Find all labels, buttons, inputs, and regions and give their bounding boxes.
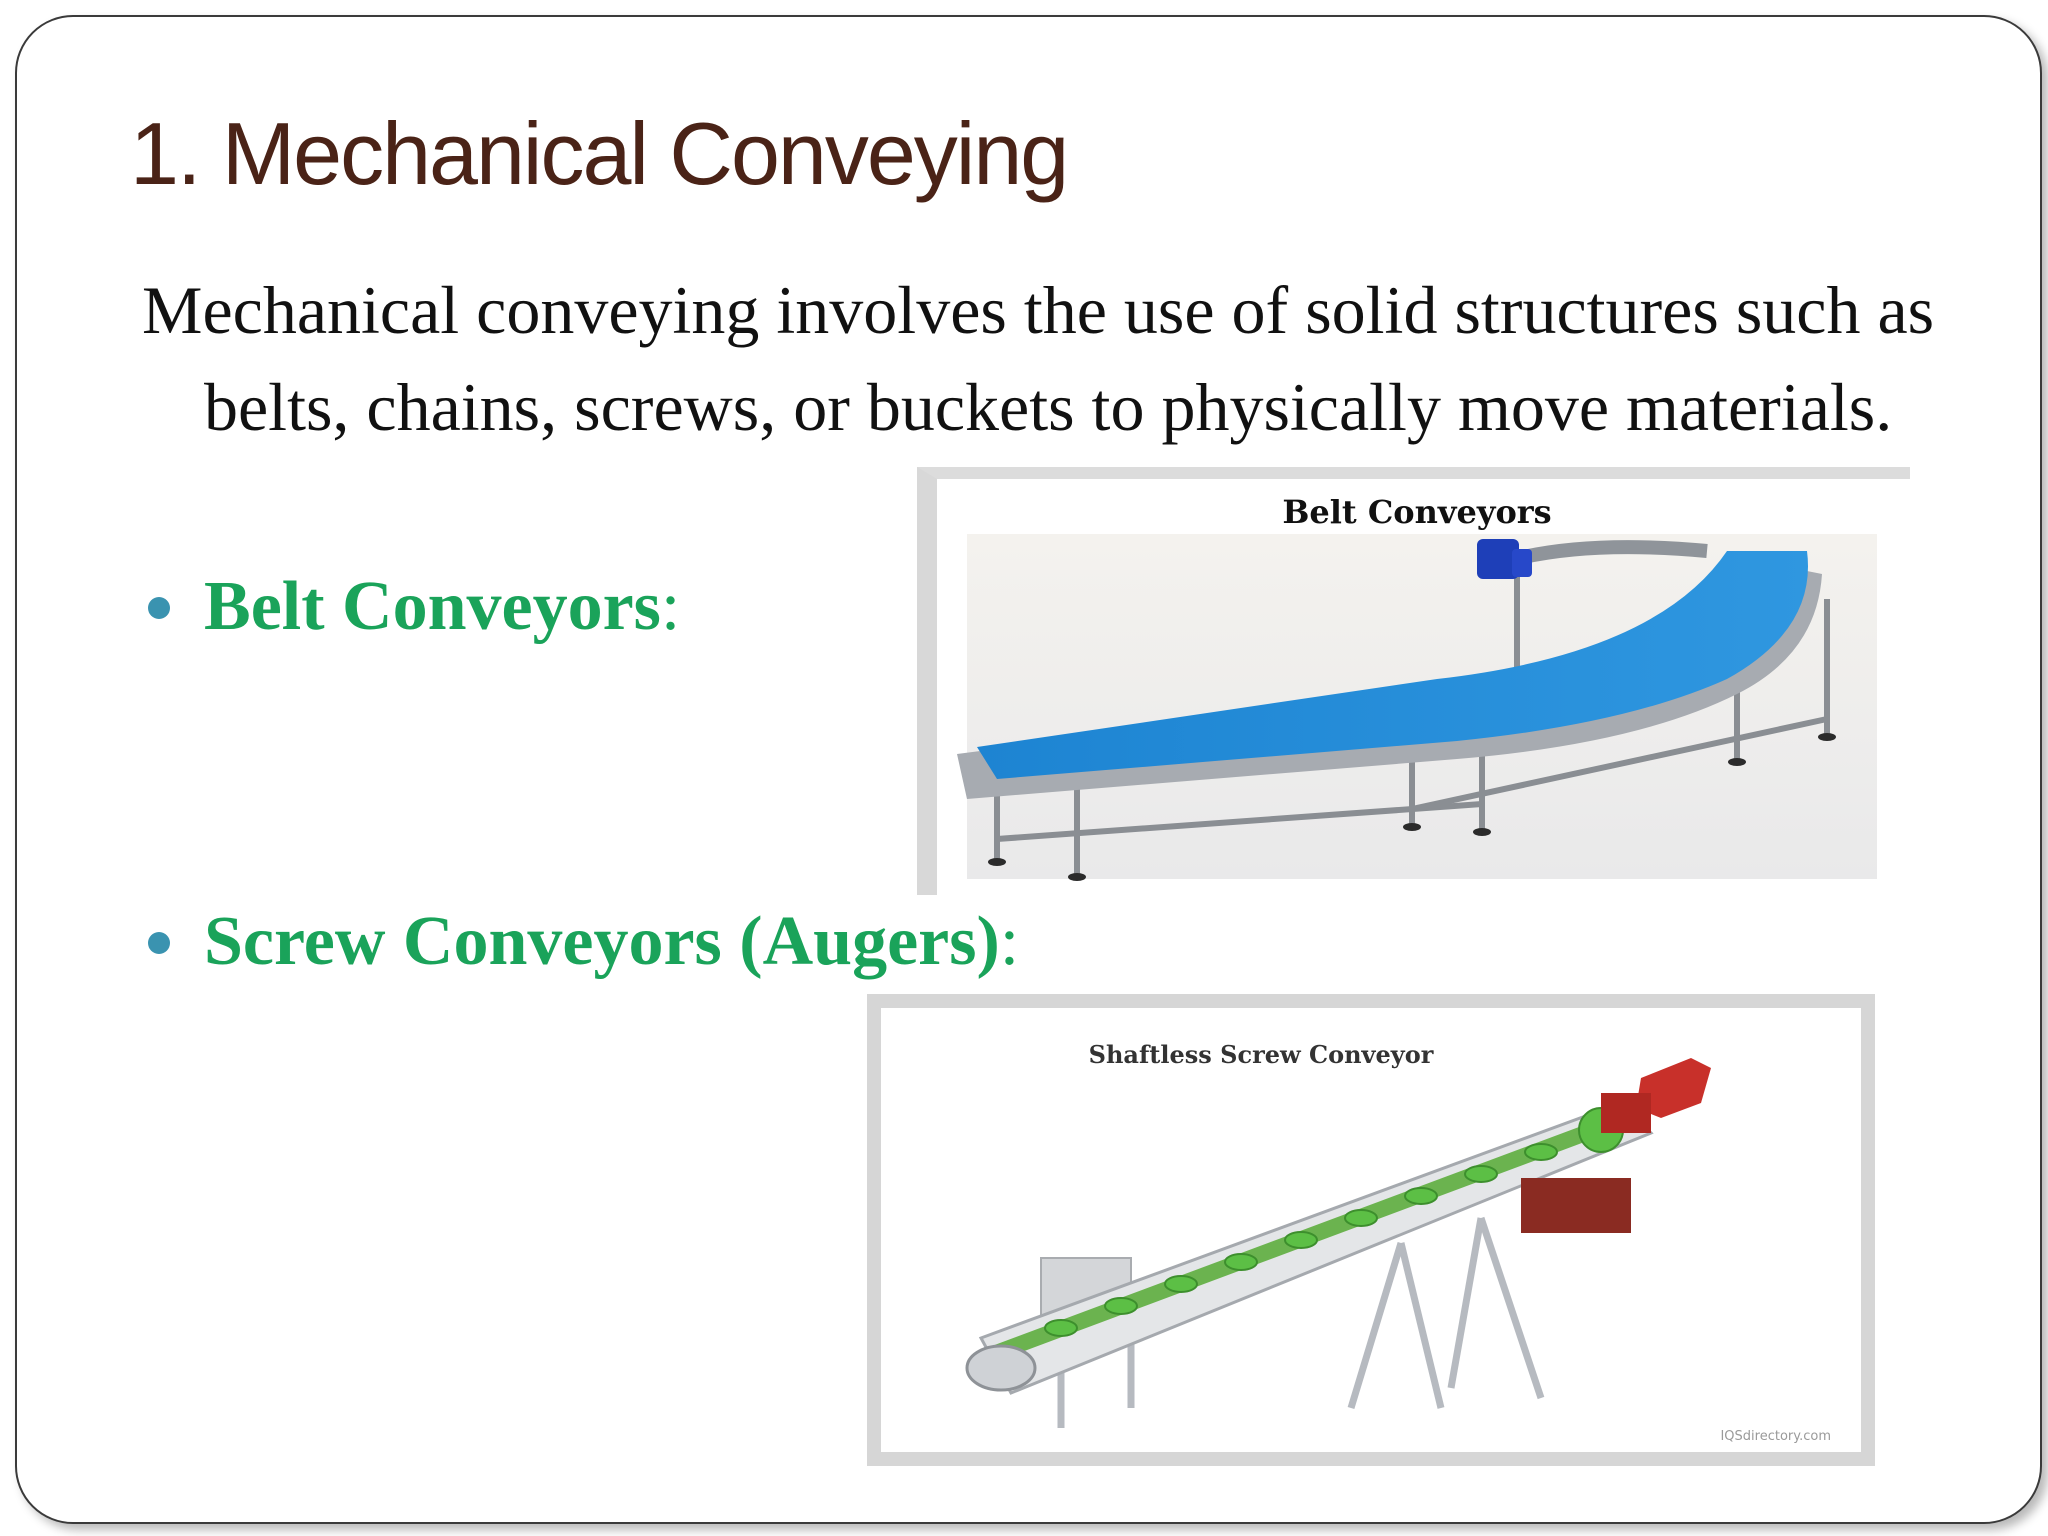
bullet-label: Belt Conveyors bbox=[204, 568, 661, 645]
slide-title: 1. Mechanical Conveying bbox=[130, 104, 1068, 203]
bullet-dot-icon bbox=[148, 597, 170, 619]
bullet-colon: : bbox=[999, 903, 1020, 980]
bullet-label: Screw Conveyors (Augers) bbox=[204, 903, 1000, 980]
image-credit: IQSdirectory.com bbox=[1720, 1429, 1831, 1444]
belt-conveyor-figure bbox=[917, 467, 1910, 895]
belt-conveyor-illustration bbox=[937, 479, 1910, 895]
screw-conveyor-illustration bbox=[881, 1008, 1861, 1452]
intro-paragraph: Mechanical conveying involves the use of solid structures such as belts, chains, screws, or buckets to physically move materials. bbox=[142, 272, 1935, 445]
slide bbox=[15, 15, 2042, 1524]
figure-caption: Shaftless Screw Conveyor bbox=[1088, 1040, 1434, 1069]
screw-conveyor-figure bbox=[867, 994, 1875, 1466]
figure-caption: Belt Conveyors bbox=[1282, 493, 1552, 531]
bullet-dot-icon bbox=[148, 932, 170, 954]
bullet-colon: : bbox=[660, 568, 681, 645]
